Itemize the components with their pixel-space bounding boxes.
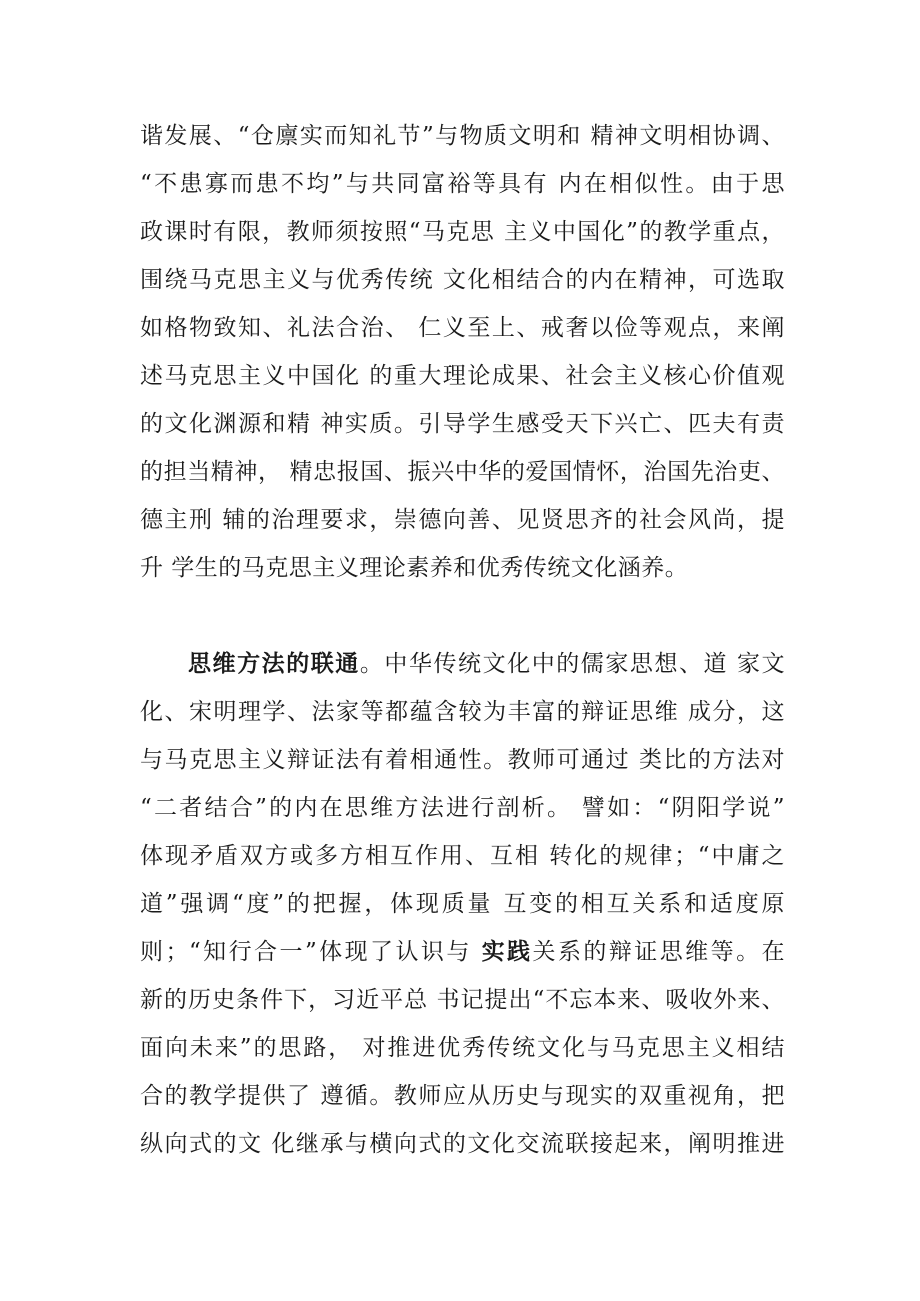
- text-line: 如格物致知、礼法合治、 仁义至上、戒奢以俭等观点，来阐: [140, 315, 785, 341]
- text-line: 面向未来”的思路， 对推进优秀传统文化与马克思主义相结: [140, 1035, 785, 1061]
- text-line: 政课时有限，教师须按照“马克思 主义中国化”的教学重点，: [140, 219, 785, 245]
- text-line: 新的历史条件下，习近平总 书记提出“不忘本来、吸收外来、: [140, 987, 785, 1013]
- text-line: “不患寡而患不均”与共同富裕等具有 内在相似性。由于思: [140, 171, 785, 197]
- paragraph-traditional-culture-content: [140, 112, 785, 592]
- text-line: “二者结合”的内在思维方法进行剖析。 譬如：“阴阳学说”: [140, 795, 785, 821]
- text-line: 体现矛盾双方或多方相互作用、互相 转化的规律；“中庸之: [140, 843, 785, 869]
- text-line: 围绕马克思主义与优秀传统 文化相结合的内在精神，可选取: [140, 267, 785, 293]
- text-line: 谐发展、“仓廪实而知礼节”与物质文明和 精神文明相协调、: [140, 123, 785, 149]
- paragraph-thinking-methods: [140, 640, 785, 1168]
- heading-continuation: 。中华传统文化中的儒家思想、道 家文: [359, 651, 786, 677]
- text-line: [140, 640, 785, 688]
- text-line: 纵向式的文 化继承与横向式的文化交流联接起来，阐明推进: [140, 1131, 785, 1157]
- text-segment: 关系的辩证思维等。在: [532, 939, 786, 965]
- text-line: 的担当精神， 精忠报国、振兴中华的爱国情怀，治国先治吏、: [140, 459, 785, 485]
- text-line: 升 学生的马克思主义理论素养和优秀传统文化涵养。: [140, 555, 689, 581]
- emphasized-term: 实践: [481, 939, 533, 965]
- text-line: 与马克思主义辩证法有着相通性。教师可通过 类比的方法对: [140, 747, 785, 773]
- section-heading: 思维方法的联通: [188, 651, 360, 677]
- text-line: [140, 928, 785, 976]
- text-line: 化、宋明理学、法家等都蕴含较为丰富的辩证思维 成分，这: [140, 699, 785, 725]
- text-line: 道”强调“度”的把握，体现质量 互变的相互关系和适度原: [140, 891, 785, 917]
- text-line: 德主刑 辅的治理要求，崇德向善、见贤思齐的社会风尚，提: [140, 507, 785, 533]
- text-segment: 则；“知行合一”体现了认识与: [140, 939, 482, 965]
- text-line: 合的教学提供了 遵循。教师应从历史与现实的双重视角，把: [140, 1083, 785, 1109]
- text-line: 的文化渊源和精 神实质。引导学生感受天下兴亡、匹夫有责: [140, 411, 785, 437]
- text-line: 述马克思主义中国化 的重大理论成果、社会主义核心价值观: [140, 363, 785, 389]
